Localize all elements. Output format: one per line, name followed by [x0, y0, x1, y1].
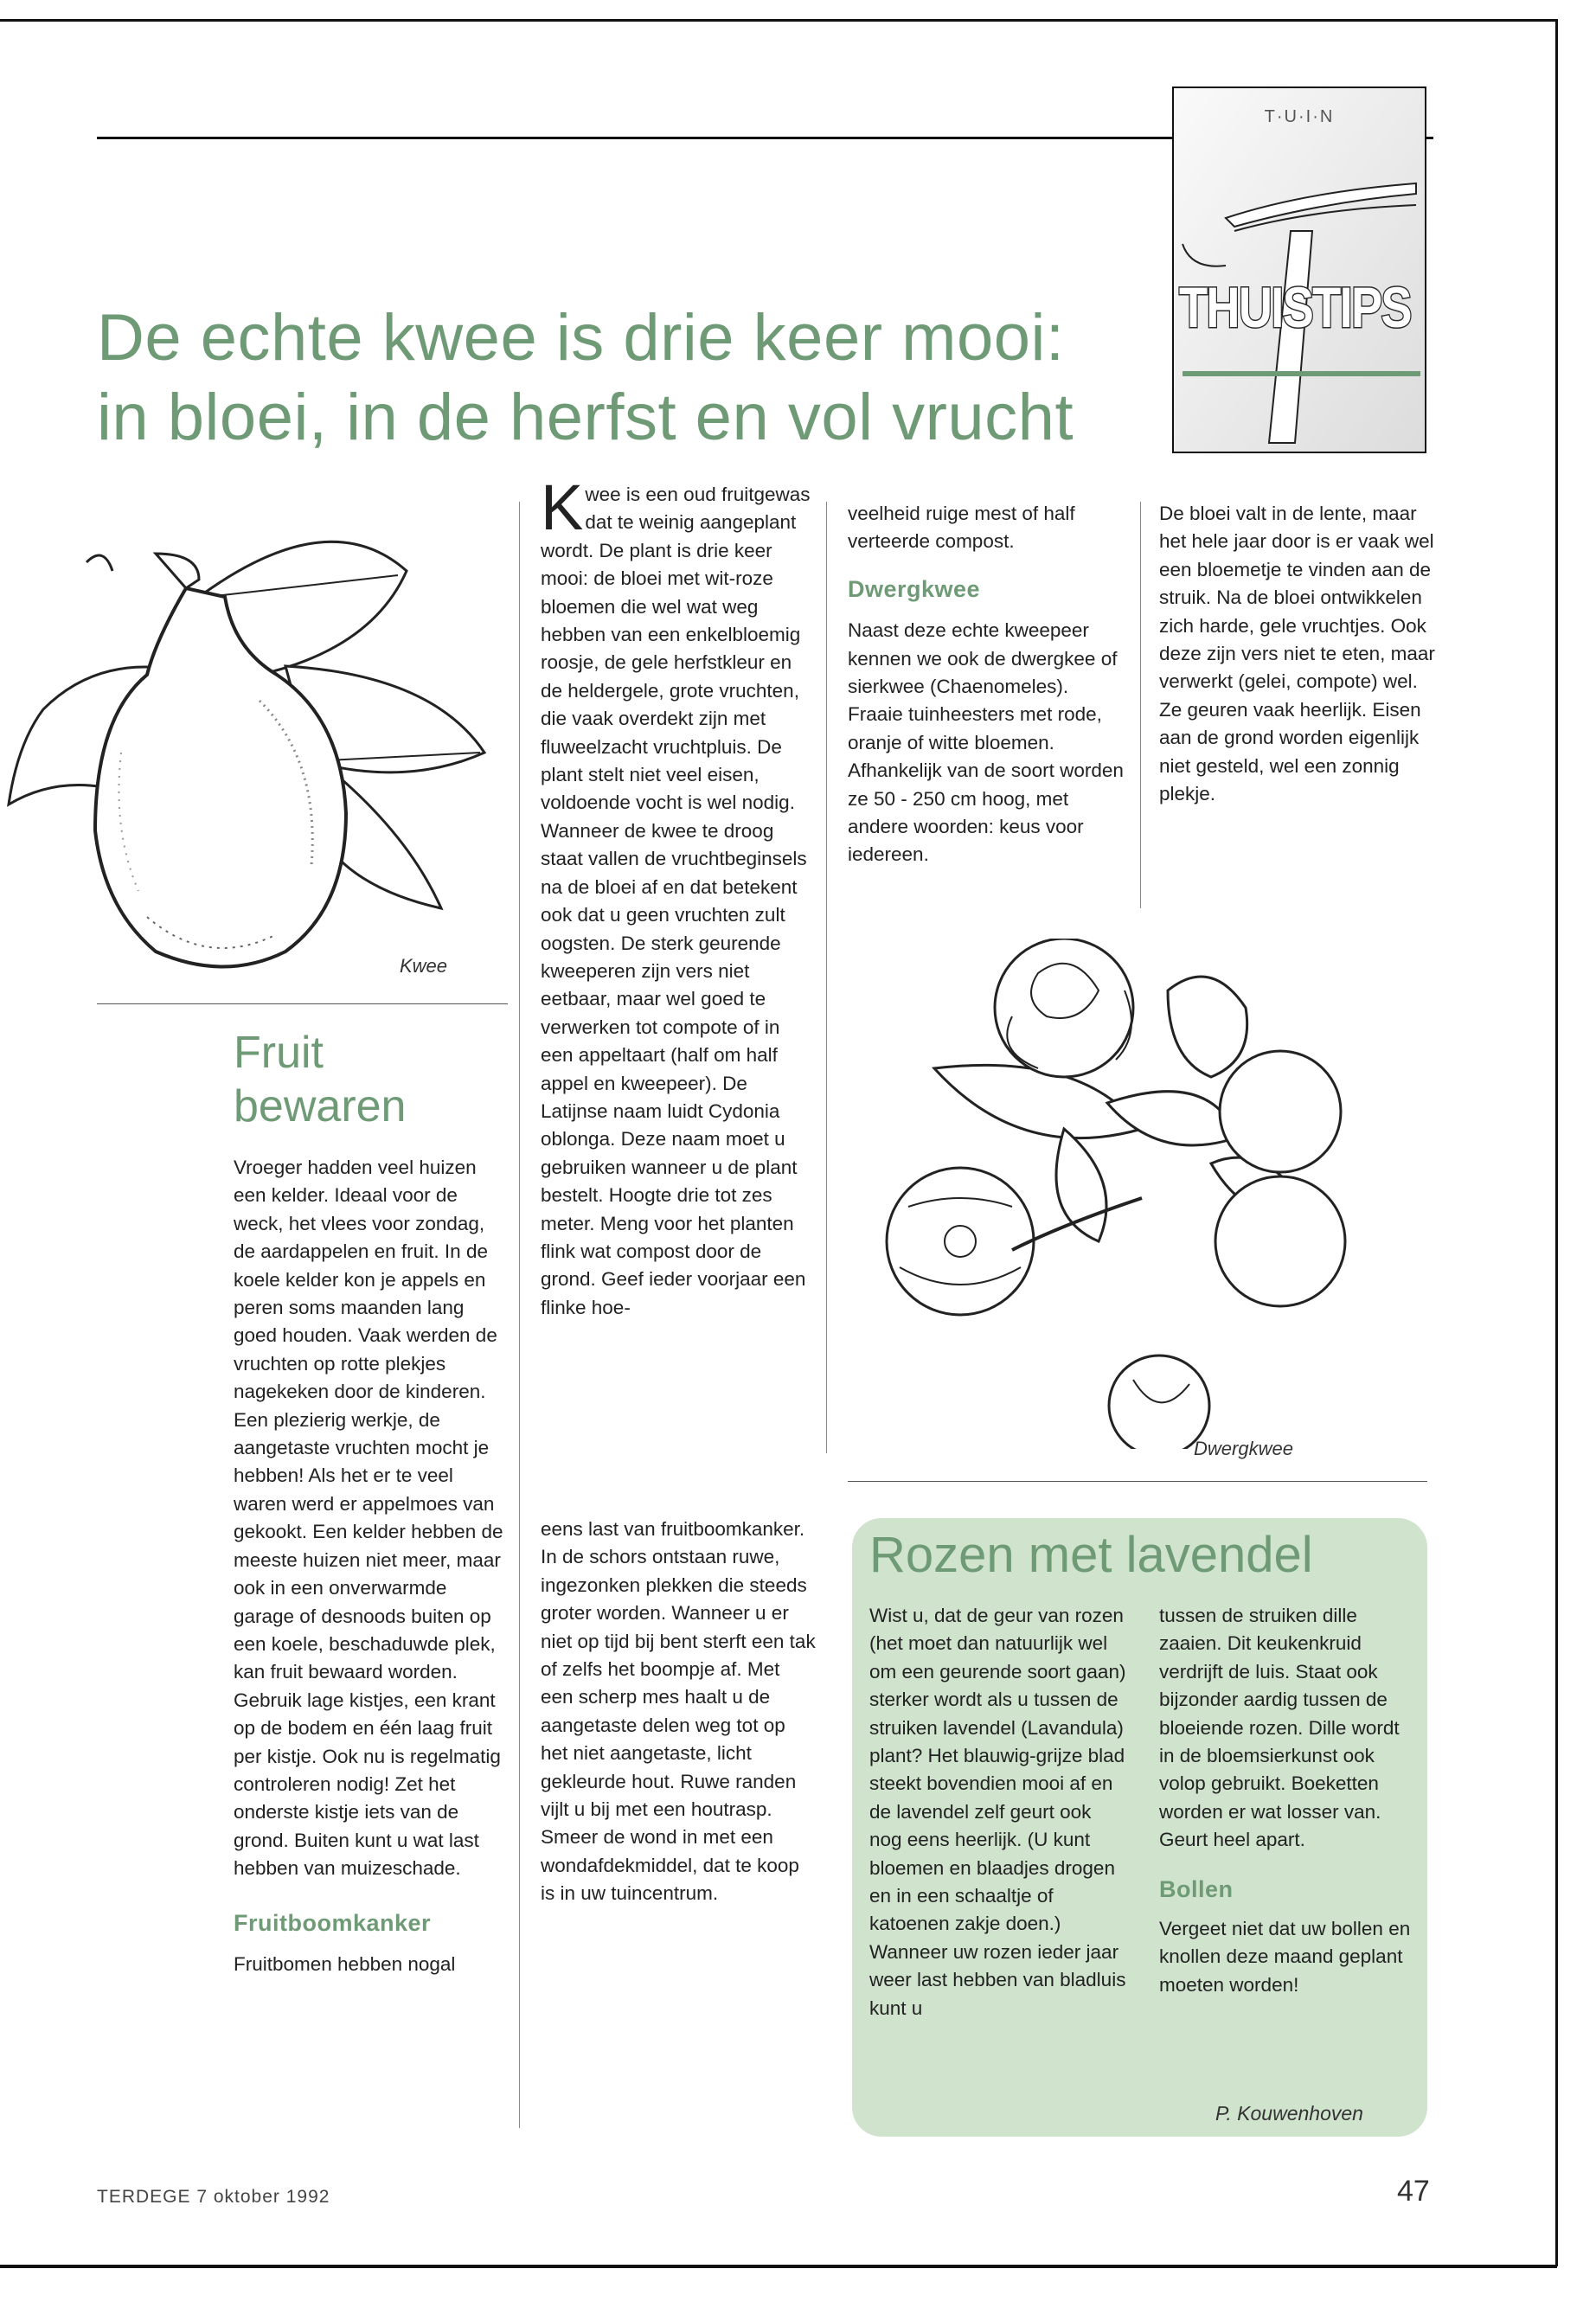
bollen-heading: Bollen	[1159, 1875, 1234, 1902]
page-number: 47	[1397, 2175, 1430, 2208]
dwergkwee-illustration	[865, 939, 1419, 1449]
col-divider-1	[519, 502, 520, 2128]
author: P. Kouwenhoven	[1215, 2102, 1363, 2125]
rozen-text-1: Wist u, dat de geur van rozen (het moet dan natuurlijk wel om een geurende soort gaan) sterker wordt als u tussen de struiken lavendel (Lavandula) plant? Het blauwig-grijze blad steekt bovendien mooi af en de lavendel zelf geurt ook nog eens heerlijk. (U kunt bloemen en blaadjes drogen en in een schaaltje of katoenen zakje doen.) Wanneer uw rozen ieder jaar weer last hebben van bladluis kunt u	[869, 1605, 1126, 2019]
logo-top-text: T·U·I·N	[1264, 107, 1335, 126]
dwergkwee-text: Naast deze echte kweepeer kennen we ook de dwergkee of sierkwee (Chaenomeles). Fraaie tuinheesters met rode, oranje of witte bloemen. Afhankelijk van de soort worden ze 50 - 250 cm hoog, met andere woorden: keus voor iedereen.	[848, 619, 1124, 866]
right-edge-line	[1555, 19, 1558, 2266]
rozen-column-2	[1159, 1602, 1419, 1999]
compost-text: veelheid ruige mest of half verteerde compost.	[848, 503, 1075, 553]
fruit-bewaren-text: Vroeger hadden veel huizen een kelder. Ideaal voor de weck, het vlees voor zondag, de aardappelen en fruit. In de koele kelder kon je appels en peren soms maanden lang goed houden. Vaak werden de vruchten op rotte plekjes nagekeken door de kinderen. Een plezierig werkje, de aangetaste vruchten mocht je hebben! Als het er te veel waren werd er appelmoes van gekookt. Een kelder hebben de meeste huizen niet meer, maar ook in een onverwarmde garage of desnoods buiten op een koele, beschaduwde plek, kan fruit bewaard worden. Gebruik lage kistjes, een krant op de bodem en één laag fruit per kistje. Ook nu is regelmatig controleren nodig! Zet het onderste kistje iets van de grond. Buiten kunt u wat last hebben van muizeschade.	[234, 1157, 503, 1880]
caption-rule-dwergkwee	[848, 1481, 1427, 1482]
rozen-title: Rozen met lavendel	[869, 1527, 1313, 1583]
caption-dwergkwee: Dwergkwee	[1194, 1438, 1293, 1459]
intro-column	[541, 471, 816, 1322]
logo-graphic	[1174, 88, 1425, 452]
page-title	[97, 298, 1118, 458]
fruit-title-line-1: Fruit	[234, 1028, 324, 1078]
fruit-bewaren-title	[234, 1026, 406, 1133]
dwergkwee-heading: Dwergkwee	[848, 575, 981, 602]
fruitboomkanker-text: eens last van fruitboomkanker. In de schors ontstaan ruwe, ingezonken plekken die steeds groter worden. Wanneer u er niet op tijd bij bent sterft een tak of zelfs het boompje af. Met een scherp mes haalt u de aangetaste delen weg tot op het niet aangetaste, licht gekleurde hout. Ruwe randen vijlt u bij met een houtrasp. Smeer de wond in met een wondafdekmiddel, dat te koop is in uw tuincentrum.	[541, 1518, 816, 1905]
caption-rule-kwee	[97, 1003, 508, 1004]
footer-publication: TERDEGE 7 oktober 1992	[97, 2187, 330, 2207]
thuistips-logo	[1172, 87, 1426, 453]
bloei-column	[1159, 500, 1436, 808]
rozen-text-2: tussen de struiken dille zaaien. Dit keukenkruid verdrijft de luis. Staat ook bijzonder aardig tussen de bloeiende rozen. Dille wordt in de bloemsierkunst ook volop gebruikt. Boeketten worden er wat losser van. Geurt heel apart.	[1159, 1605, 1400, 1851]
col-divider-2	[826, 502, 827, 1453]
fruit-bewaren-column	[234, 1154, 509, 1978]
title-line-2: in bloei, in de herfst en vol vrucht	[97, 381, 1074, 454]
bollen-text: Vergeet niet dat uw bollen en knollen deze maand geplant moeten worden!	[1159, 1918, 1411, 1996]
kwee-illustration	[0, 502, 510, 1003]
caption-kwee: Kwee	[400, 955, 448, 977]
bloei-text: De bloei valt in de lente, maar het hele jaar door is er vaak wel een bloemetje te vinden aan de struik. Na de bloei ontwikkelen zich harde, gele vruchtjes. Ook deze zijn vers niet te eten, maar verwerkt (gelei, compote) wel. Ze geuren vaak heerlijk. Eisen aan de grond worden eigenlijk niet gesteld, wel een zonnig plekje.	[1159, 503, 1435, 805]
bottom-edge-line	[0, 2265, 1557, 2268]
col-divider-3	[1140, 502, 1141, 908]
fruit-title-line-2: bewaren	[234, 1081, 407, 1131]
fruitboomkanker-start: Fruitbomen hebben nogal	[234, 1952, 456, 1975]
fruitboomkanker-column	[541, 1516, 816, 1908]
rozen-column-1	[869, 1602, 1129, 2022]
top-edge-line	[0, 19, 1557, 22]
dwergkwee-column	[848, 500, 1126, 869]
fruitboomkanker-heading: Fruitboomkanker	[234, 1909, 432, 1936]
logo-word: THUISTIPS	[1179, 275, 1411, 339]
title-line-1: De echte kwee is drie keer mooi:	[97, 301, 1065, 375]
intro-text: wee is een oud fruitgewas dat te weinig aangeplant wordt. De plant is drie keer mooi: de bloei met wit-roze bloemen die wel wat weg hebben van een enkelbloemig roosje, de gele herfstkleur en de heldergele, grote vruchten, die vaak overdekt zijn met fluweelzacht vruchtpluis. De plant stelt niet veel eisen, voldoende vocht is wel nodig. Wanneer de kwee te droog staat vallen de vruchtbeginsels na de bloei af en dat betekent ook dat u geen vruchten zult oogsten. De sterk geurende kweeperen zijn vers niet eetbaar, maar wel goed te verwerken tot compote of in een appeltaart (half om half appel en kweepeer). De Latijnse naam luidt Cydonia oblonga. Deze naam moet u gebruiken wanneer u de plant bestelt. Hoogte drie tot zes meter. Meng voor het planten flink wat compost door de grond. Geef ieder voorjaar een flinke hoe-	[541, 484, 811, 1318]
drop-cap: K	[541, 471, 584, 543]
